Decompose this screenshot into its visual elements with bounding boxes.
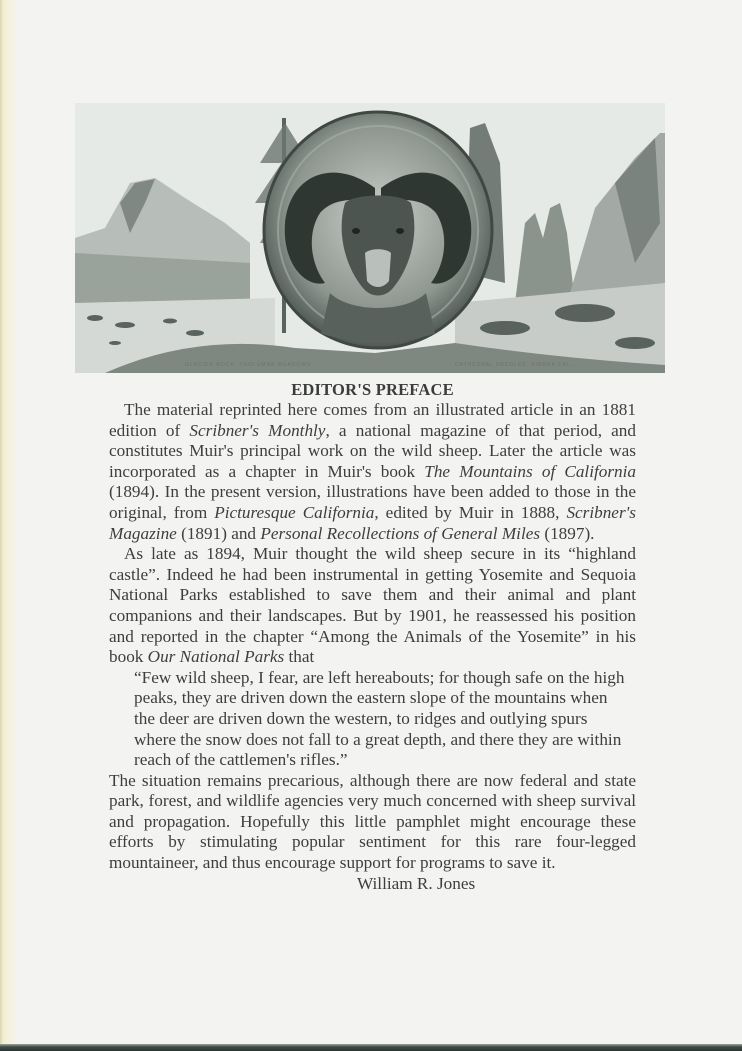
preface-paragraph-2: As late as 1894, Muir thought the wild sheep secure in its “highland castle”. Indeed he had been instrumental in getting Yosemite and Sequoia National Parks established to save them and their animal and plant companions and their landscapes. But by 1901, he reassessed his position and reported in the chapter “Among the Animals of the Yosemite” in his book Our National Parks that	[109, 544, 636, 667]
publication-title: Our National Parks	[147, 647, 285, 667]
page-bottom-edge	[0, 1044, 742, 1051]
ram-medallion-landscape-image	[75, 103, 665, 373]
publication-title: Scribner's Magazine	[109, 502, 636, 543]
muir-quotation: “Few wild sheep, I fear, are left hereabouts; for though safe on the high peaks, they are driven down the eastern slope of the mountains when the deer are driven down the western, to ridges and outlying spurs where the snow does not fall to a great depth, and there they are within reach of the cattlemen's rifles.”	[134, 667, 625, 770]
publication-title: Scribner's Monthly	[189, 420, 326, 440]
editor-signature: William R. Jones	[357, 873, 476, 893]
preface-paragraph-1: The material reprinted here comes from an illustrated article in an 1881 edition of Scribner's Monthly, a national magazine of that period, and constitutes Muir's principal work on the wild sheep. Later the article was incorporated as a chapter in Muir's book The Mountains of California (1894). In the present version, illustrations have been added to those in the original, from Picturesque California, edited by Muir in 1888, Scribner's Magazine (1891) and Personal Recollections of General Miles (1897).	[109, 400, 636, 543]
editors-preface	[109, 380, 636, 894]
illustration-caption-right: CATHEDRAL NEEDLES, SIERRA CAL.	[455, 362, 574, 368]
preface-paragraph-3: The situation remains precarious, although there are now federal and state park, forest, and wildlife agencies very much concerned with sheep survival and propagation. Hopefully this little pamphlet might encourage these efforts by stimulating popular sentiment for this rare four-legged mountaineer, and thus encourage support for programs to save it.	[109, 770, 636, 873]
publication-title: The Mountains of California	[424, 461, 636, 481]
ram-illustration	[75, 103, 665, 373]
publication-title: Personal Recollections of General Miles	[260, 523, 541, 543]
preface-title: EDITOR'S PREFACE	[291, 380, 454, 399]
publication-title: Picturesque California	[214, 502, 375, 522]
illustration-caption-left: GLACIER ROCK, TUOLUMNE MEADOWS	[185, 362, 312, 368]
page-left-edge	[0, 0, 18, 1051]
